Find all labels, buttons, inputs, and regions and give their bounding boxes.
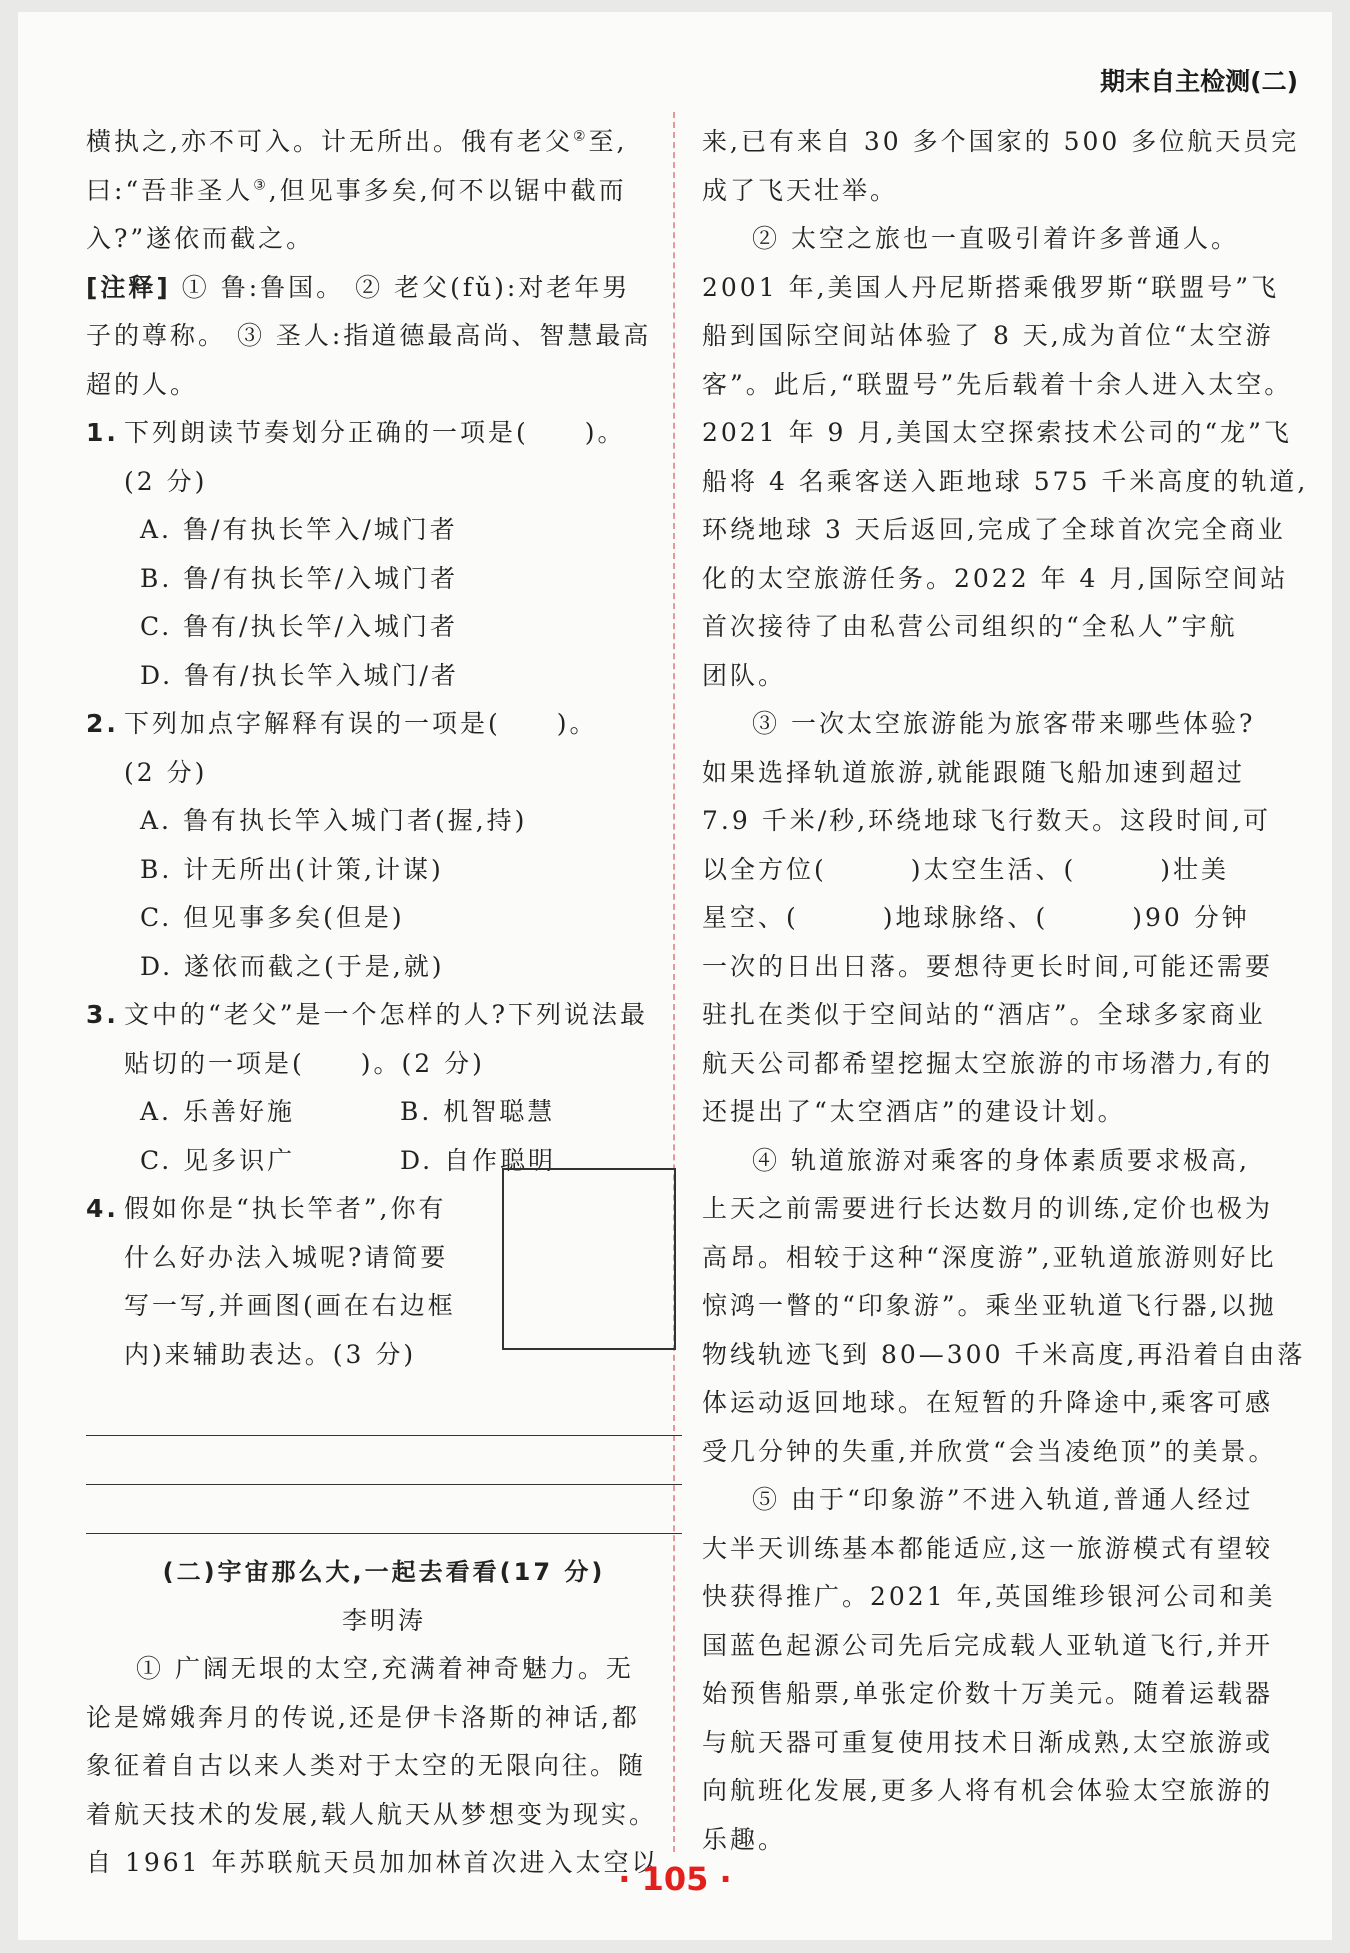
paragraph-line: 体运动返回地球。在短暂的升降途中,乘客可感 (702, 1388, 1273, 1417)
text: 横执之,亦不可入。计无所出。俄有老父 (86, 127, 573, 156)
author: 李明涛 (341, 1605, 426, 1635)
question-number: 1. (86, 418, 119, 447)
option-row (86, 1088, 682, 1137)
answer-line[interactable] (86, 1387, 682, 1436)
paragraph-line: 船将 4 名乘客送入距地球 575 千米高度的轨道, (702, 466, 1309, 496)
footnote-mark: ③ (253, 177, 269, 194)
option: B. 计无所出(计策,计谋) (140, 854, 444, 884)
notes-tag: [注释] (86, 272, 171, 302)
page-header: 期末自主检测(二) (1100, 67, 1298, 96)
option: C. 但见事多矣(但是) (140, 903, 405, 932)
paragraph-line: 客”。此后,“联盟号”先后载着十余人进入太空。 (702, 369, 1293, 399)
option: A. 乐善好施 (140, 1097, 295, 1126)
notes-line (86, 264, 682, 313)
paragraph-line: 乐趣。 (702, 1824, 787, 1854)
drawing-box[interactable] (502, 1168, 676, 1350)
question-text: 下列朗读节奏划分正确的一项是( )。 (124, 418, 626, 447)
paragraph-line: 象征着自古以来人类对于太空的无限向往。随 (86, 1751, 647, 1780)
paragraph-line: 化的太空旅游任务。2022 年 4 月,国际空间站 (702, 563, 1289, 593)
text: 曰:“吾非圣人 (86, 175, 254, 205)
text: 至, (588, 127, 628, 156)
text: ,但见事多矣,何不以锯中截而 (268, 175, 627, 205)
notes-line: 超的人。 (86, 369, 199, 399)
paragraph-line: 以全方位( )太空生活、( )壮美 (702, 854, 1230, 884)
paragraph-line: 快获得推广。2021 年,英国维珍银河公司和美 (702, 1582, 1276, 1611)
answer-line[interactable] (86, 1436, 682, 1485)
option: C. 鲁有/执长竿/入城门者 (140, 612, 458, 641)
paragraph-line: ② 太空之旅也一直吸引着许多普通人。 (752, 224, 1239, 253)
paragraph-line: 向航班化发展,更多人将有机会体验太空旅游的 (702, 1776, 1273, 1805)
paragraph-line: 国蓝色起源公司先后完成载人亚轨道飞行,并开 (702, 1630, 1273, 1660)
question-text: 什么好办法入城呢?请简要 (124, 1242, 449, 1272)
paragraph-line: 着航天技术的发展,载人航天从梦想变为现实。 (86, 1799, 657, 1829)
notes-line: 子的尊称。 ③ 圣人:指道德最高尚、智慧最高 (86, 321, 652, 350)
paragraph-line: 7.9 千米/秒,环绕地球飞行数天。这段时间,可 (702, 806, 1272, 835)
paragraph-line: 一次的日出日落。要想待更长时间,可能还需要 (702, 951, 1273, 981)
paragraph-line: 成了飞天壮举。 (702, 175, 899, 205)
question-text: 下列加点字解释有误的一项是( )。 (124, 709, 598, 738)
paragraph-line: 始预售船票,单张定价数十万美元。随着运载器 (702, 1679, 1273, 1708)
answer-line[interactable] (86, 1485, 682, 1534)
option: A. 鲁有执长竿入城门者(握,持) (140, 806, 528, 835)
paragraph-line: 驻扎在类似于空间站的“酒店”。全球多家商业 (702, 1000, 1266, 1029)
question-text: 贴切的一项是( )。(2 分) (124, 1048, 485, 1078)
option: A. 鲁/有执长竿入/城门者 (140, 515, 458, 544)
paragraph-line: 首次接待了由私营公司组织的“全私人”宇航 (702, 612, 1238, 641)
paragraph-line: 自 1961 年苏联航天员加加林首次进入太空以 (86, 1848, 660, 1877)
left-column (86, 118, 682, 1888)
paragraph-line: 环绕地球 3 天后返回,完成了全球首次完全商业 (702, 515, 1286, 544)
paragraph-line: 还提出了“太空酒店”的建设计划。 (702, 1097, 1126, 1126)
question-text: 写一写,并画图(画在右边框 (124, 1291, 456, 1320)
paragraph-line: 物线轨迹飞到 80—300 千米高度,再沿着自由落 (702, 1339, 1306, 1369)
answer-lines (86, 1379, 682, 1534)
question-3 (86, 991, 682, 1040)
paragraph-line: 惊鸿一瞥的“印象游”。乘坐亚轨道飞行器,以抛 (702, 1291, 1277, 1320)
question-text: 文中的“老父”是一个怎样的人?下列说法最 (124, 1000, 648, 1029)
paragraph-line: ① 广阔无垠的太空,充满着神奇魅力。无 (136, 1654, 634, 1683)
paragraph-line: 与航天器可重复使用技术日渐成熟,太空旅游或 (702, 1727, 1273, 1757)
option: C. 见多识广 (140, 1145, 296, 1175)
question-2 (86, 700, 682, 749)
paragraph-line: ⑤ 由于“印象游”不进入轨道,普通人经过 (752, 1485, 1254, 1514)
paragraph-line: 来,已有来自 30 多个国家的 500 多位航天员完 (702, 127, 1300, 156)
right-column (702, 118, 1309, 1864)
paragraph-line: 上天之前需要进行长达数月的训练,定价也极为 (702, 1194, 1273, 1223)
text: ① 鲁:鲁国。 ② 老父(fǔ):对老年男 (170, 272, 631, 302)
paragraph-line: 星空、( )地球脉络、( )90 分钟 (702, 903, 1250, 932)
text-line (86, 118, 682, 167)
question-number: 3. (86, 1000, 119, 1029)
paragraph-line: 大半天训练基本都能适应,这一旅游模式有望较 (702, 1533, 1273, 1563)
paragraph-line: 船到国际空间站体验了 8 天,成为首位“太空游 (702, 321, 1274, 350)
footnote-mark: ② (572, 128, 589, 145)
paragraph-line: ③ 一次太空旅游能为旅客带来哪些体验? (752, 709, 1256, 738)
text-line: 入?”遂依而截之。 (86, 224, 315, 253)
question-number: 2. (86, 709, 119, 738)
section-title: (二)宇宙那么大,一起去看看(17 分) (162, 1558, 606, 1586)
paragraph-line: 航天公司都希望挖掘太空旅游的市场潜力,有的 (702, 1048, 1273, 1078)
question-score: (2 分) (124, 757, 208, 787)
paragraph-line: 如果选择轨道旅游,就能跟随飞船加速到超过 (702, 757, 1245, 787)
option: D. 遂依而截之(于是,就) (140, 951, 445, 981)
question-text: 内)来辅助表达。(3 分) (124, 1339, 417, 1369)
option: D. 鲁有/执长竿入城门/者 (140, 660, 459, 690)
question-number: 4. (86, 1194, 119, 1223)
question-1 (86, 409, 682, 458)
text-line (86, 167, 682, 216)
paragraph-line: ④ 轨道旅游对乘客的身体素质要求极高, (752, 1145, 1250, 1175)
paragraph-line: 2021 年 9 月,美国太空探索技术公司的“龙”飞 (702, 418, 1292, 447)
paragraph-line: 受几分钟的失重,并欣赏“会当凌绝顶”的美景。 (702, 1436, 1277, 1466)
option: D. 自作聪明 (400, 1145, 557, 1175)
option: B. 鲁/有执长竿/入城门者 (140, 563, 459, 593)
paragraph-line: 2001 年,美国人丹尼斯搭乘俄罗斯“联盟号”飞 (702, 272, 1280, 302)
question-score: (2 分) (124, 466, 208, 496)
paragraph-line: 团队。 (702, 660, 787, 690)
paragraph-line: 高昂。相较于这种“深度游”,亚轨道旅游则好比 (702, 1242, 1277, 1272)
option: B. 机智聪慧 (400, 1097, 556, 1126)
page-number: · 105 · (618, 1860, 732, 1898)
question-text: 假如你是“执长竿者”,你有 (124, 1194, 447, 1223)
paragraph-line: 论是嫦娥奔月的传说,还是伊卡洛斯的神话,都 (86, 1702, 640, 1732)
